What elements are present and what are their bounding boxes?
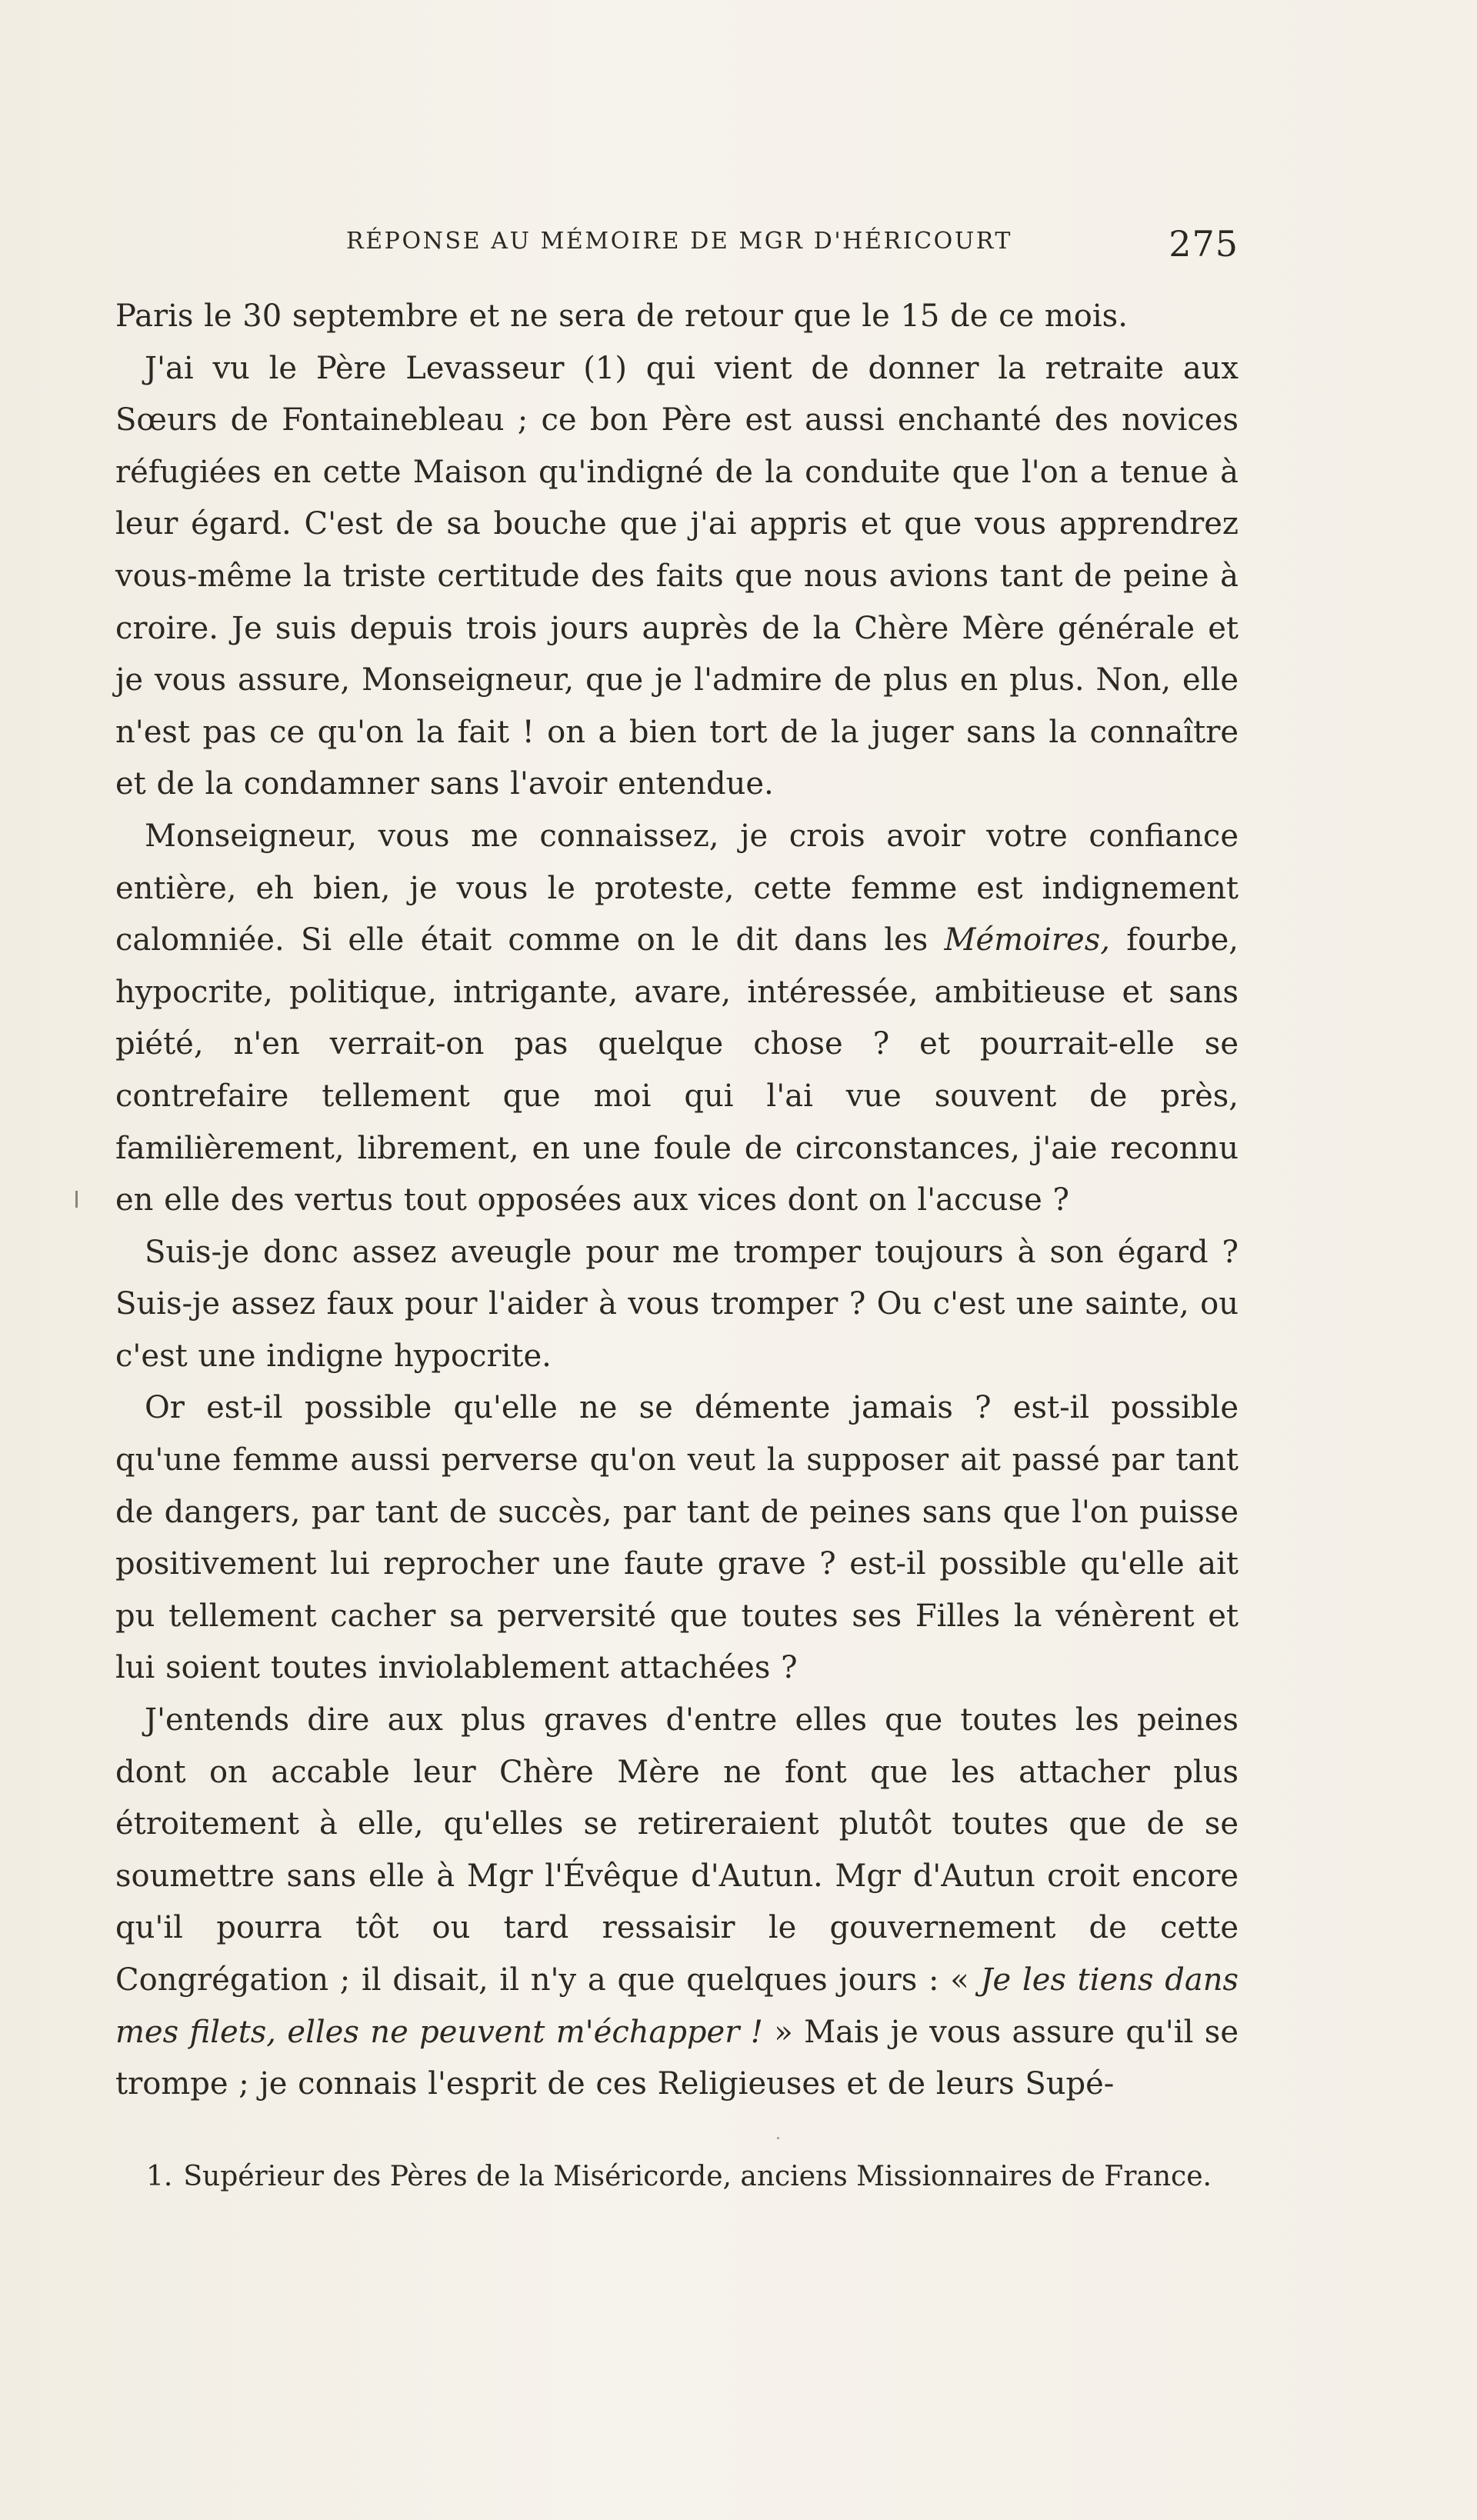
paragraph: J'ai vu le Père Levasseur (1) qui vient de donner la retraite aux Sœurs de Fontainebleau ; ce bon Père est aussi enchanté des novices réfugiées en cette Maison qu'indigné de la conduite que l'on a tenue à leur égard. C'est de sa bouche que j'ai appris et que vous apprendrez vous-même la triste certitude des faits que nous avions tant de peine à croire. Je suis depuis trois jours auprès de la Chère Mère générale et je vous assure, Monseigneur, que je l'admire de plus en plus. Non, elle n'est pas ce qu'on la fait ! on a bien tort de la juger sans la connaître et de la condamner sans l'avoir entendue. [115, 350, 1239, 802]
body-text [115, 291, 1239, 2111]
italic-quote: Je les tiens dans mes filets, elles ne peuvent m'échapper ! [115, 1962, 1239, 2050]
paragraph-text: J'entends dire aux plus graves d'entre elles que toutes les peines dont on accable leur Chère Mère ne font que les attacher plus étroitement à elle, qu'elles se retireraient plutôt toutes que de se soumettre sans elle à Mgr l'Évêque d'Autun. Mgr d'Autun croit encore qu'il pourra tôt ou tard ressaisir le gouvernement de cette Congrégation ; il disait, il n'y a que quelques jours : « [115, 1702, 1239, 1998]
paragraph-text: » Mais je vous assure qu'il se trompe ; je connais l'esprit de ces Religieuses et de leurs Supé- [115, 2014, 1239, 2102]
print-speck [777, 2137, 779, 2139]
paragraph: Or est-il possible qu'elle ne se démente jamais ? est-il possible qu'une femme aussi perverse qu'on veut la supposer ait passé par tant de dangers, par tant de succès, par tant de peines sans que l'on puisse positivement lui reprocher une faute grave ? est-il possible qu'elle ait pu tellement cacher sa perversité que toutes ses Filles la vénèrent et lui soient toutes inviolablement attachées ? [115, 1390, 1239, 1686]
running-title: RÉPONSE AU MÉMOIRE DE MGR D'HÉRICOURT [346, 228, 1012, 255]
footnote [115, 2154, 1239, 2200]
page-number: 275 [1169, 223, 1239, 265]
running-head [115, 223, 1239, 269]
paragraph [115, 1695, 1239, 2111]
footnote-text: Supérieur des Pères de la Miséricorde, anciens Missionnaires de France. [183, 2161, 1212, 2192]
paragraph-text: fourbe, hypocrite, politique, intrigante, avare, intéressée, ambitieuse et sans piété, n'en verrait-on pas quelque chose ? et pourrait-elle se contrefaire tellement que moi qui l'ai vue souvent de près, familièrement, librement, en une foule de circonstances, j'aie reconnu en elle des vertus tout opposées aux vices dont on l'accuse ? [115, 922, 1239, 1218]
paragraph-continuation: Paris le 30 septembre et ne sera de retour que le 15 de ce mois. [115, 298, 1128, 334]
paragraph-text: Monseigneur, vous me connaissez, je crois avoir votre confiance entière, eh bien, je vous le proteste, cette femme est indignement calomniée. Si elle était comme on le dit dans les [115, 818, 1239, 958]
paragraph [115, 811, 1239, 1227]
italic-title: Mémoires, [944, 922, 1110, 958]
footnote-marker: 1. [146, 2161, 173, 2192]
paragraph: Suis-je donc assez aveugle pour me tromper toujours à son égard ? Suis-je assez faux pour l'aider à vous tromper ? Ou c'est une sainte, ou c'est une indigne hypocrite. [115, 1234, 1239, 1374]
margin-mark [75, 1191, 78, 1208]
footnotes [115, 2154, 1239, 2200]
